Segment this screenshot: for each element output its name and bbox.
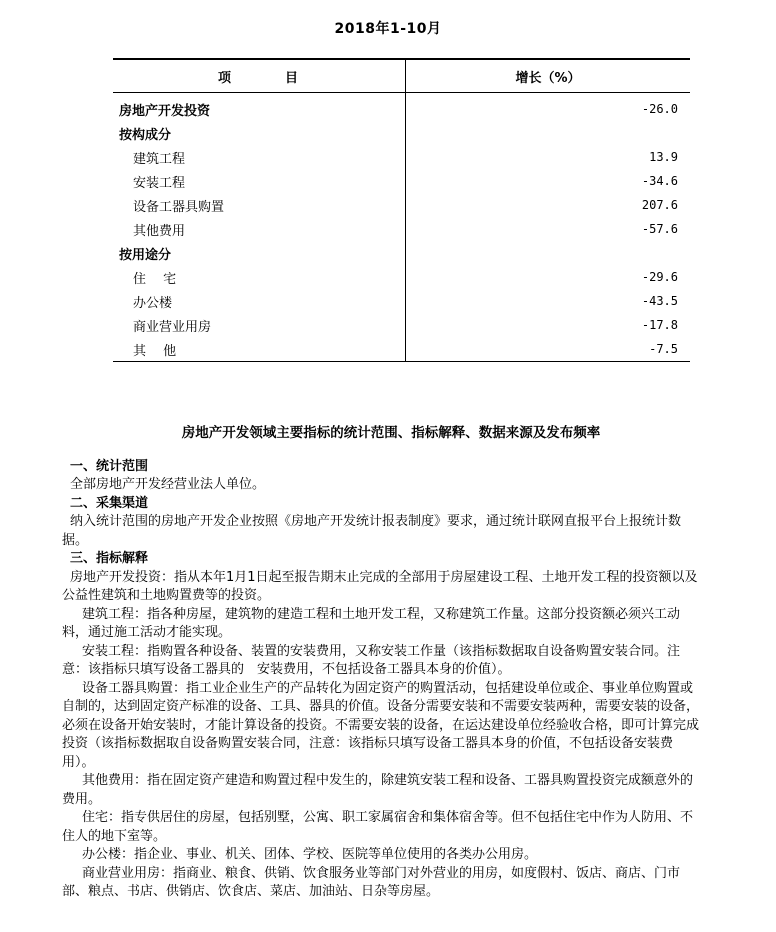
table-row <box>113 289 690 313</box>
row-label: 住 宅 <box>113 265 406 289</box>
row-label: 建筑工程 <box>113 145 406 169</box>
row-value <box>406 241 691 265</box>
table-row <box>113 265 690 289</box>
item-header-part2: 目 <box>285 70 301 86</box>
table-row <box>113 313 690 337</box>
row-value: 207.6 <box>641 198 678 212</box>
statistical-notes <box>62 424 702 902</box>
table-row <box>113 169 690 193</box>
row-label: 其 他 <box>113 337 406 362</box>
table-row <box>113 93 690 122</box>
row-value <box>406 121 691 145</box>
row-value: -29.6 <box>641 270 678 284</box>
row-label: 设备工器具购置 <box>113 193 406 217</box>
section-text-scope: 全部房地产开发经营业法人单位。 <box>70 477 266 492</box>
row-label: 办公楼 <box>113 289 406 313</box>
table-row <box>113 217 690 241</box>
definition-installation: 安装工程：指购置各种设备、装置的安装费用，又称安装工作量（该指标数据取自设备购置安装合同。注意：该指标只填写设备工器具的 安装费用，不包括设备工器具本身的价值）。 <box>62 643 681 677</box>
table-row <box>113 145 690 169</box>
report-period-title: 2018年1-10月 <box>334 21 442 37</box>
definition-office: 办公楼：指企业、事业、机关、团体、学校、医院等单位使用的各类办公用房。 <box>82 847 538 862</box>
table-header-row <box>113 59 690 93</box>
investment-growth-table <box>113 58 690 362</box>
definition-construction: 建筑工程：指各种房屋，建筑物的建造工程和土地开发工程，又称建筑工作量。这部分投资额必须兴工动料，通过施工活动才能实现。 <box>62 606 681 640</box>
section-heading-scope: 一、统计范围 <box>70 458 149 474</box>
notes-title: 房地产开发领域主要指标的统计范围、指标解释、数据来源及发布频率 <box>181 425 601 441</box>
item-header-part1: 项 <box>217 70 233 86</box>
growth-column-header: 增长（%） <box>406 59 691 93</box>
table-row <box>113 193 690 217</box>
row-label: 商业营业用房 <box>113 313 406 337</box>
row-label: 按构成分 <box>113 121 406 145</box>
row-label: 按用途分 <box>113 241 406 265</box>
definition-equipment: 设备工器具购置：指工业企业生产的产品转化为固定资产的购置活动，包括建设单位或企、事业单位购置或自制的，达到固定资产标准的设备、工具、器具的价值。设备分需要安装和不需要安装两种，需要安装的设备，必须在设备开始安装时，才能计算设备的投资。不需要安装的设备，在运达建设单位经验收合格，即可计算完成投资（该指标数据取自设备购置安装合同，注意：该指标只填写设备工器具本身的价值，不包括设备安装费用）。 <box>62 680 700 770</box>
table-row <box>113 241 690 265</box>
row-value: -57.6 <box>641 222 678 236</box>
definition-other-costs: 其他费用：指在固定资产建造和购置过程中发生的，除建筑安装工程和设备、工器具购置投资完成额意外的费用。 <box>62 773 694 807</box>
item-column-header <box>113 59 406 93</box>
row-value: -43.5 <box>641 294 678 308</box>
section-heading-definitions: 三、指标解释 <box>70 551 149 566</box>
row-label: 房地产开发投资 <box>113 93 406 122</box>
row-value: -26.0 <box>641 102 678 116</box>
row-value: 13.9 <box>649 150 678 164</box>
table-row <box>113 121 690 145</box>
row-label: 其他费用 <box>113 217 406 241</box>
row-value: -34.6 <box>641 174 678 188</box>
section-text-collection: 纳入统计范围的房地产开发企业按照《房地产开发统计报表制度》要求，通过统计联网直报平台上报统计数据。 <box>62 514 682 548</box>
row-value: -7.5 <box>406 337 691 362</box>
row-value: -17.8 <box>641 318 678 332</box>
table-row <box>113 337 690 362</box>
row-label: 安装工程 <box>113 169 406 193</box>
definition-residential: 住宅：指专供居住的房屋，包括别墅，公寓、职工家属宿舍和集体宿舍等。但不包括住宅中作为人防用、不住人的地下室等。 <box>62 810 694 844</box>
definition-commercial: 商业营业用房：指商业、粮食、供销、饮食服务业等部门对外营业的用房，如度假村、饭店、商店、门市部、粮点、书店、供销店、饮食店、菜店、加油站、日杂等房屋。 <box>62 865 681 899</box>
definition-investment: 房地产开发投资：指从本年1月1日起至报告期末止完成的全部用于房屋建设工程、土地开发工程的投资额以及公益性建筑和土地购置费等的投资。 <box>62 569 698 603</box>
section-heading-collection: 二、采集渠道 <box>70 495 149 511</box>
